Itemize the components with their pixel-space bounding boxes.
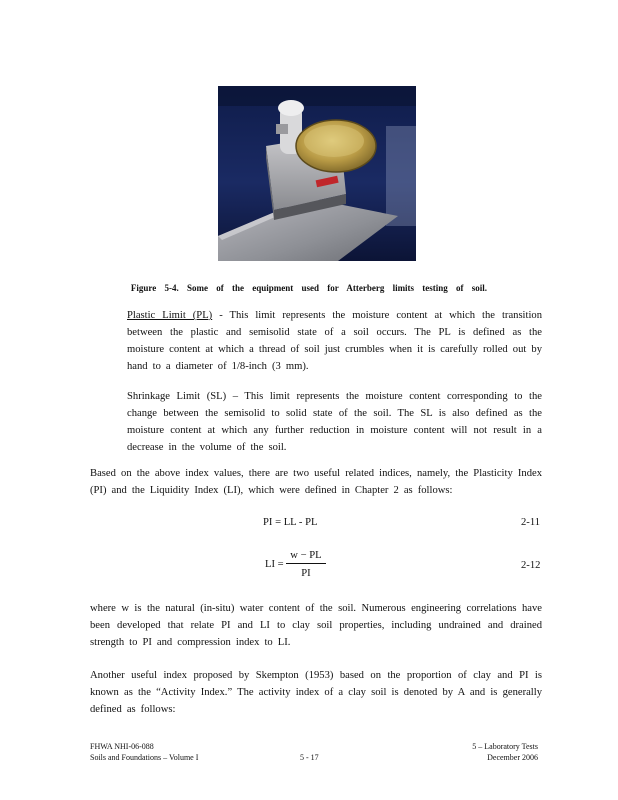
equipment-photo bbox=[218, 86, 416, 261]
bullet-plastic-limit bbox=[127, 307, 542, 375]
figure-caption: Figure 5-4. Some of the equipment used for Atterberg limits testing of soil. bbox=[130, 283, 488, 293]
bullet-shrinkage-limit-text: – This limit represents the moisture content corresponding to the change between the semisolid to solid state of the soil. The SL is also defined as the moisture content at which any further reduction in moisture content will not result in a decrease in the volume of the soil. bbox=[127, 391, 542, 453]
term-plastic-limit: Plastic Limit (PL) bbox=[127, 310, 213, 321]
footer-report-title: Soils and Foundations – Volume I bbox=[90, 753, 199, 762]
term-shrinkage-limit: Shrinkage Limit (SL) bbox=[127, 391, 227, 402]
bullet-shrinkage-limit bbox=[127, 388, 542, 456]
footer-report-number: FHWA NHI-06-088 bbox=[90, 742, 154, 751]
fraction-numerator: w − PL bbox=[286, 550, 325, 564]
fraction-denominator: PI bbox=[301, 568, 311, 579]
bullet-plastic-limit-text: - This limit represents the moisture content at which the transition between the plastic and semisolid state of a soil occurs. The PL is defined as the moisture content at which a thread of soil just crumbles when it is carefully rolled out by hand to a diameter of 1/8-inch (3 mm). bbox=[127, 310, 542, 372]
footer-chapter: 5 – Laboratory Tests bbox=[472, 742, 538, 751]
footer-right bbox=[442, 741, 538, 763]
paragraph-index-values: Based on the above index values, there are two useful related indices, namely, the Plasticity Index (PI) and the Liquidity Index (LI), which were defined in Chapter 2 as follows: bbox=[90, 468, 542, 496]
paragraph-correlations: where w is the natural (in-situ) water content of the soil. Numerous engineering correlations have been developed that relate PI and LI to clay soil properties, including undrained and drained strength to PI and compression index to LI. bbox=[90, 603, 542, 648]
equation-lhs: LI = bbox=[265, 558, 284, 570]
footer-left bbox=[90, 741, 198, 763]
equation-number: 2-12 bbox=[521, 560, 541, 571]
footer-date: December 2006 bbox=[487, 753, 538, 762]
equation-plasticity-index: PI = LL - PL bbox=[263, 517, 318, 528]
paragraph-activity-index: Another useful index proposed by Skempton (1953) based on the proportion of clay and PI is known as the “Activity Index.” The activity index of a clay soil is denoted by A and is generally defined as follows: bbox=[90, 670, 542, 715]
equation-liquidity-index bbox=[265, 550, 326, 579]
footer-page-number: 5 - 17 bbox=[300, 753, 319, 762]
equation-number: 2-11 bbox=[521, 517, 541, 528]
fraction bbox=[286, 550, 325, 579]
